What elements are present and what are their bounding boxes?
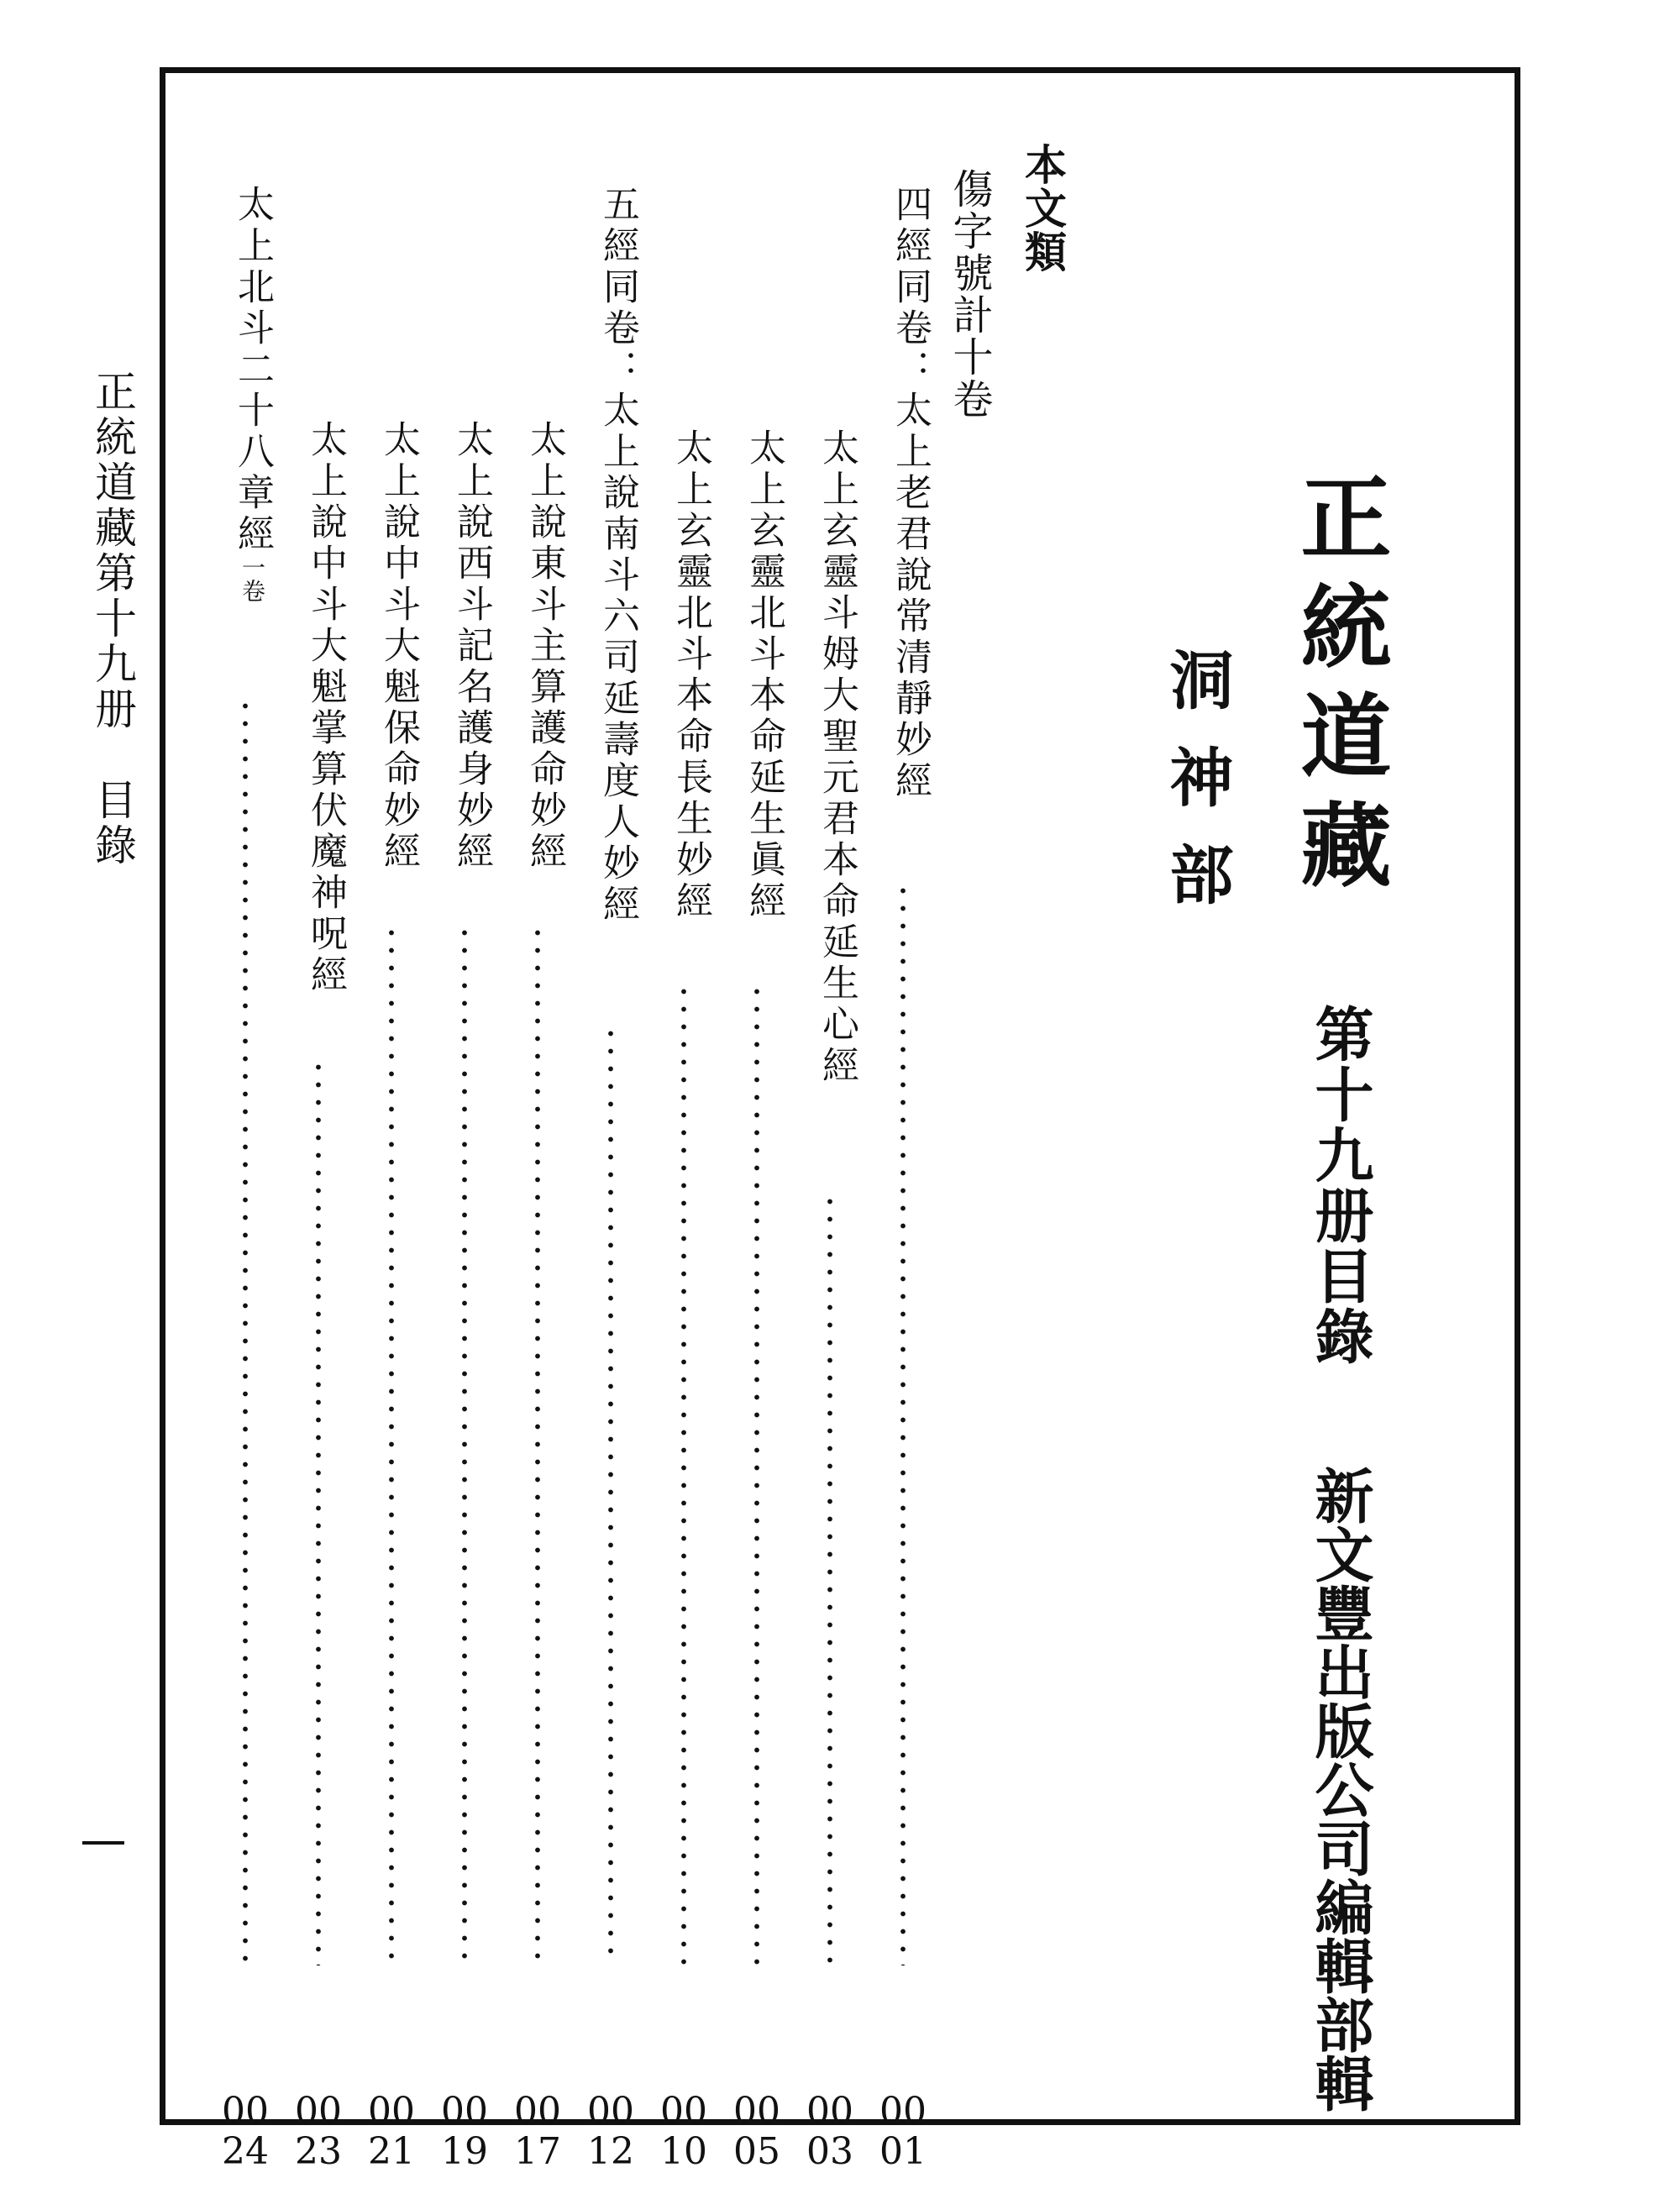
- toc-entry[interactable]: [732, 185, 785, 2173]
- leader-dots: [606, 1025, 615, 1965]
- volume-label: 第十九册目錄: [1305, 1004, 1374, 1367]
- leader-dots: [753, 983, 761, 1965]
- entry-label: [444, 420, 498, 873]
- entry-title: 太上說西斗記名護身妙經: [450, 420, 493, 873]
- entry-title: 太上說中斗大魁掌算伏魔神呪經: [304, 420, 347, 996]
- folio-mark: [82, 1841, 124, 1845]
- entry-title: 太上老君說常清靜妙經: [889, 391, 932, 802]
- entry-label: [371, 420, 425, 873]
- leader-dots: [899, 882, 907, 1965]
- toc-entry[interactable]: [220, 185, 274, 2173]
- entry-page-number: 0024: [222, 2090, 269, 2173]
- entry-page-number: 0023: [295, 2090, 342, 2173]
- toc-entry[interactable]: [585, 185, 639, 2173]
- entry-page-number: 0003: [806, 2090, 853, 2173]
- entry-page-number: 0001: [879, 2090, 927, 2173]
- toc-entry[interactable]: [878, 185, 932, 2173]
- entry-page-number: 0005: [733, 2090, 780, 2173]
- entry-label: [298, 420, 352, 996]
- category-heading: 本文類: [1018, 143, 1068, 274]
- toc-entry[interactable]: [293, 185, 347, 2173]
- entry-label: [737, 428, 790, 922]
- toc-entry[interactable]: [366, 185, 420, 2173]
- entry-title: 太上玄靈北斗本命長生妙經: [669, 428, 712, 922]
- entry-group: 四經同卷：: [889, 185, 932, 391]
- leader-dots: [460, 924, 469, 1965]
- running-head: 正統道藏第十九册 目錄: [88, 370, 137, 869]
- entry-page-number: 0012: [587, 2090, 634, 2173]
- section-heading: 洞神部: [1159, 647, 1234, 939]
- publisher-credit: 新文豐出版公司編輯部輯: [1305, 1466, 1374, 2112]
- entry-title: 太上說東斗主算護命妙經: [523, 420, 566, 873]
- entry-group: 五經同卷：: [596, 185, 639, 391]
- entry-label: [883, 185, 937, 802]
- entry-title: 太上玄靈斗姆大聖元君本命延生心經: [816, 428, 858, 1087]
- entry-label: [517, 420, 571, 873]
- leader-dots: [533, 924, 542, 1965]
- leader-dots: [314, 1058, 323, 1965]
- toc-entry[interactable]: [512, 185, 566, 2173]
- entry-label: [810, 428, 864, 1087]
- leader-dots: [826, 1193, 834, 1965]
- entry-label: [664, 428, 717, 922]
- entry-note: 一卷: [239, 555, 266, 602]
- entry-title: 太上說南斗六司延壽度人妙經: [596, 391, 639, 926]
- leader-dots: [680, 983, 688, 1965]
- book-title: 正統道藏: [1285, 470, 1390, 907]
- toc-entry[interactable]: [439, 185, 493, 2173]
- entry-page-number: 0019: [441, 2090, 488, 2173]
- entry-title: 太上玄靈北斗本命延生眞經: [743, 428, 785, 922]
- toc-entry[interactable]: [659, 185, 712, 2173]
- entry-title: 太上北斗二十八章經: [231, 185, 274, 555]
- entry-page-number: 0017: [514, 2090, 561, 2173]
- category-subheading: 傷字號計十卷: [946, 168, 993, 420]
- leader-dots: [241, 697, 249, 1965]
- entry-label: [225, 185, 279, 602]
- entry-label: [591, 185, 644, 926]
- toc-entry[interactable]: [805, 185, 858, 2173]
- leader-dots: [387, 924, 396, 1965]
- entry-page-number: 0010: [660, 2090, 707, 2173]
- entry-page-number: 0021: [368, 2090, 415, 2173]
- entry-title: 太上說中斗大魁保命妙經: [377, 420, 420, 873]
